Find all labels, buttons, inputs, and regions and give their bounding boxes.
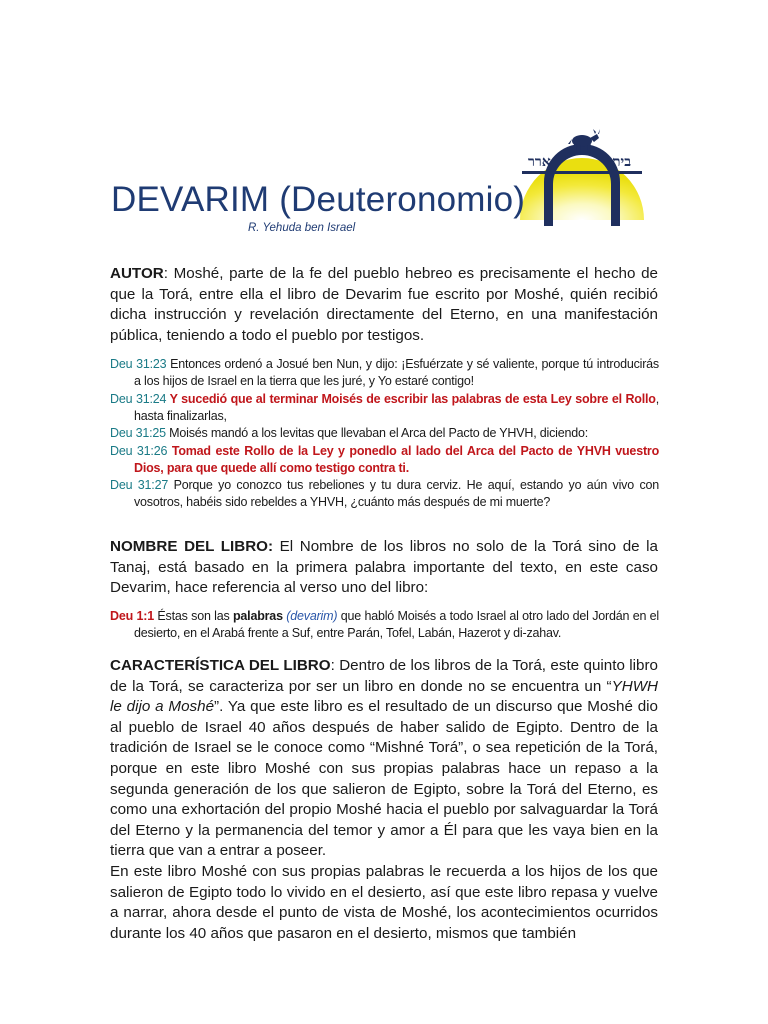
verse-31-27 <box>110 477 659 511</box>
verse-ref: Deu 31:24 <box>110 391 167 406</box>
caracteristica-label: CARACTERÍSTICA DEL LIBRO <box>110 657 331 674</box>
nombre-paragraph <box>110 537 658 599</box>
caracteristica-text: : Dentro de los libros de la Torá, este quinto libro de la Torá, se caracteriza por ser un libro en donde no se encuentra un “ <box>110 657 659 695</box>
author-line: R. Yehuda ben Israel <box>248 222 356 234</box>
verse-ref: Deu 31:23 <box>110 357 167 371</box>
logo-hebrew-right: בית <box>612 154 631 170</box>
autor-paragraph <box>110 264 658 346</box>
logo-hebrew-left: ארר <box>528 154 551 170</box>
verse-highlight: Tomad este Rollo de la Ley y ponedlo al lado del Arca del Pacto de YHVH vuestro Dios, para que quede allí como testigo contra ti. <box>134 443 660 475</box>
nombre-label: NOMBRE DEL LIBRO: <box>110 538 274 555</box>
autor-label: AUTOR <box>110 265 164 282</box>
verse-text: Porque yo conozco tus rebeliones y tu dura cerviz. He aquí, estando yo aún vivo con vosotros, habéis sido rebeldes a YHVH, ¿cuánto más después de mi muerte? <box>134 478 659 509</box>
verse-31-24 <box>110 391 659 425</box>
caracteristica-text: ”. Ya que este libro es el resultado de un discurso que Moshé dio al pueblo de Israel 40 años después de haber salido de Egipto. Dentro de la tradición de Israel se le conoce como “Mishné Torá”, o sea repetición de la Torá, porque en este libro Moshé con sus propias palabras hace un repaso a la segunda generación de los que salieron de Egipto, sobre la Torá del Eterno, es como una exhortación del propio Moshé hacia el pueblo por salvaguardar la Torá del Eterno y la permanencia del temor y amor a Él para que les vaya bien en la tierra que van a entrar a poseer. <box>110 698 658 860</box>
final-paragraph: En este libro Moshé con sus propias palabras le recuerda a los hijos de los que salieron de Egipto todo lo vivido en el desierto, así que este libro repasa y vuelve a narrar, ahora desde el punto de vista de Moshé, los acontecimientos ocurridos durante los 40 años que pasaron en el desierto, mismos que también <box>110 863 658 942</box>
nombre-text: El Nombre de los libros no solo de la Torá sino de la Tanaj, está basado en la primera palabra importante del texto, en este caso Devarim, hace referencia al verso uno del libro: <box>110 538 658 597</box>
verse-italic-word: (devarim) <box>286 609 338 623</box>
caracteristica-paragraph <box>110 656 658 862</box>
verse-31-26 <box>110 443 659 477</box>
verse-31-25 <box>110 425 659 442</box>
verse-ref: Deu 31:26 <box>110 443 168 458</box>
verse-text: Moisés mandó a los levitas que llevaban el Arca del Pacto de YHVH, diciendo: <box>165 426 589 440</box>
verse-text: Entonces ordenó a Josué ben Nun, y dijo: ¡Esfuérzate y sé valiente, porque tú introducirás a los hijos de Israel en la tierra que les juré, y Yo estaré contigo! <box>134 357 659 388</box>
beit-logo <box>508 108 656 226</box>
page-title: DEVARIM (Deuteronomio) <box>111 180 526 219</box>
verse-ref: Deu 1:1 <box>110 609 154 623</box>
verse-31-23 <box>110 356 659 390</box>
verse-1-1 <box>110 608 659 642</box>
verse-text: que habló Moisés a todo Israel al otro lado del Jordán en el desierto, en el Arabá frente a Suf, entre Parán, Tofel, Labán, Hazerot y di-zahav. <box>134 609 659 640</box>
verse-text: , hasta finalizarlas, <box>134 391 659 423</box>
verse-highlight: Y sucedió que al terminar Moisés de escribir las palabras de esta Ley sobre el Rollo <box>166 391 656 406</box>
logo-baseline <box>522 171 642 174</box>
verse-text: Éstas son las <box>153 609 233 623</box>
verse-bold-word: palabras <box>233 609 283 623</box>
caracteristica-quote: YHWH le dijo a Moshé <box>110 677 658 716</box>
verses-block-2 <box>110 608 659 643</box>
verse-ref: Deu 31:25 <box>110 426 166 440</box>
verses-block-1 <box>110 356 659 512</box>
verse-ref: Deu 31:27 <box>110 478 169 492</box>
autor-text: : Moshé, parte de la fe del pueblo hebreo es precisamente el hecho de que la Torá, entre ella el libro de Devarim fue escrito por Moshé, quién recibió dicha instrucción y revelación directamente del Eterno, en una manifestación pública, teniendo a todo el pueblo por testigos. <box>110 265 658 344</box>
